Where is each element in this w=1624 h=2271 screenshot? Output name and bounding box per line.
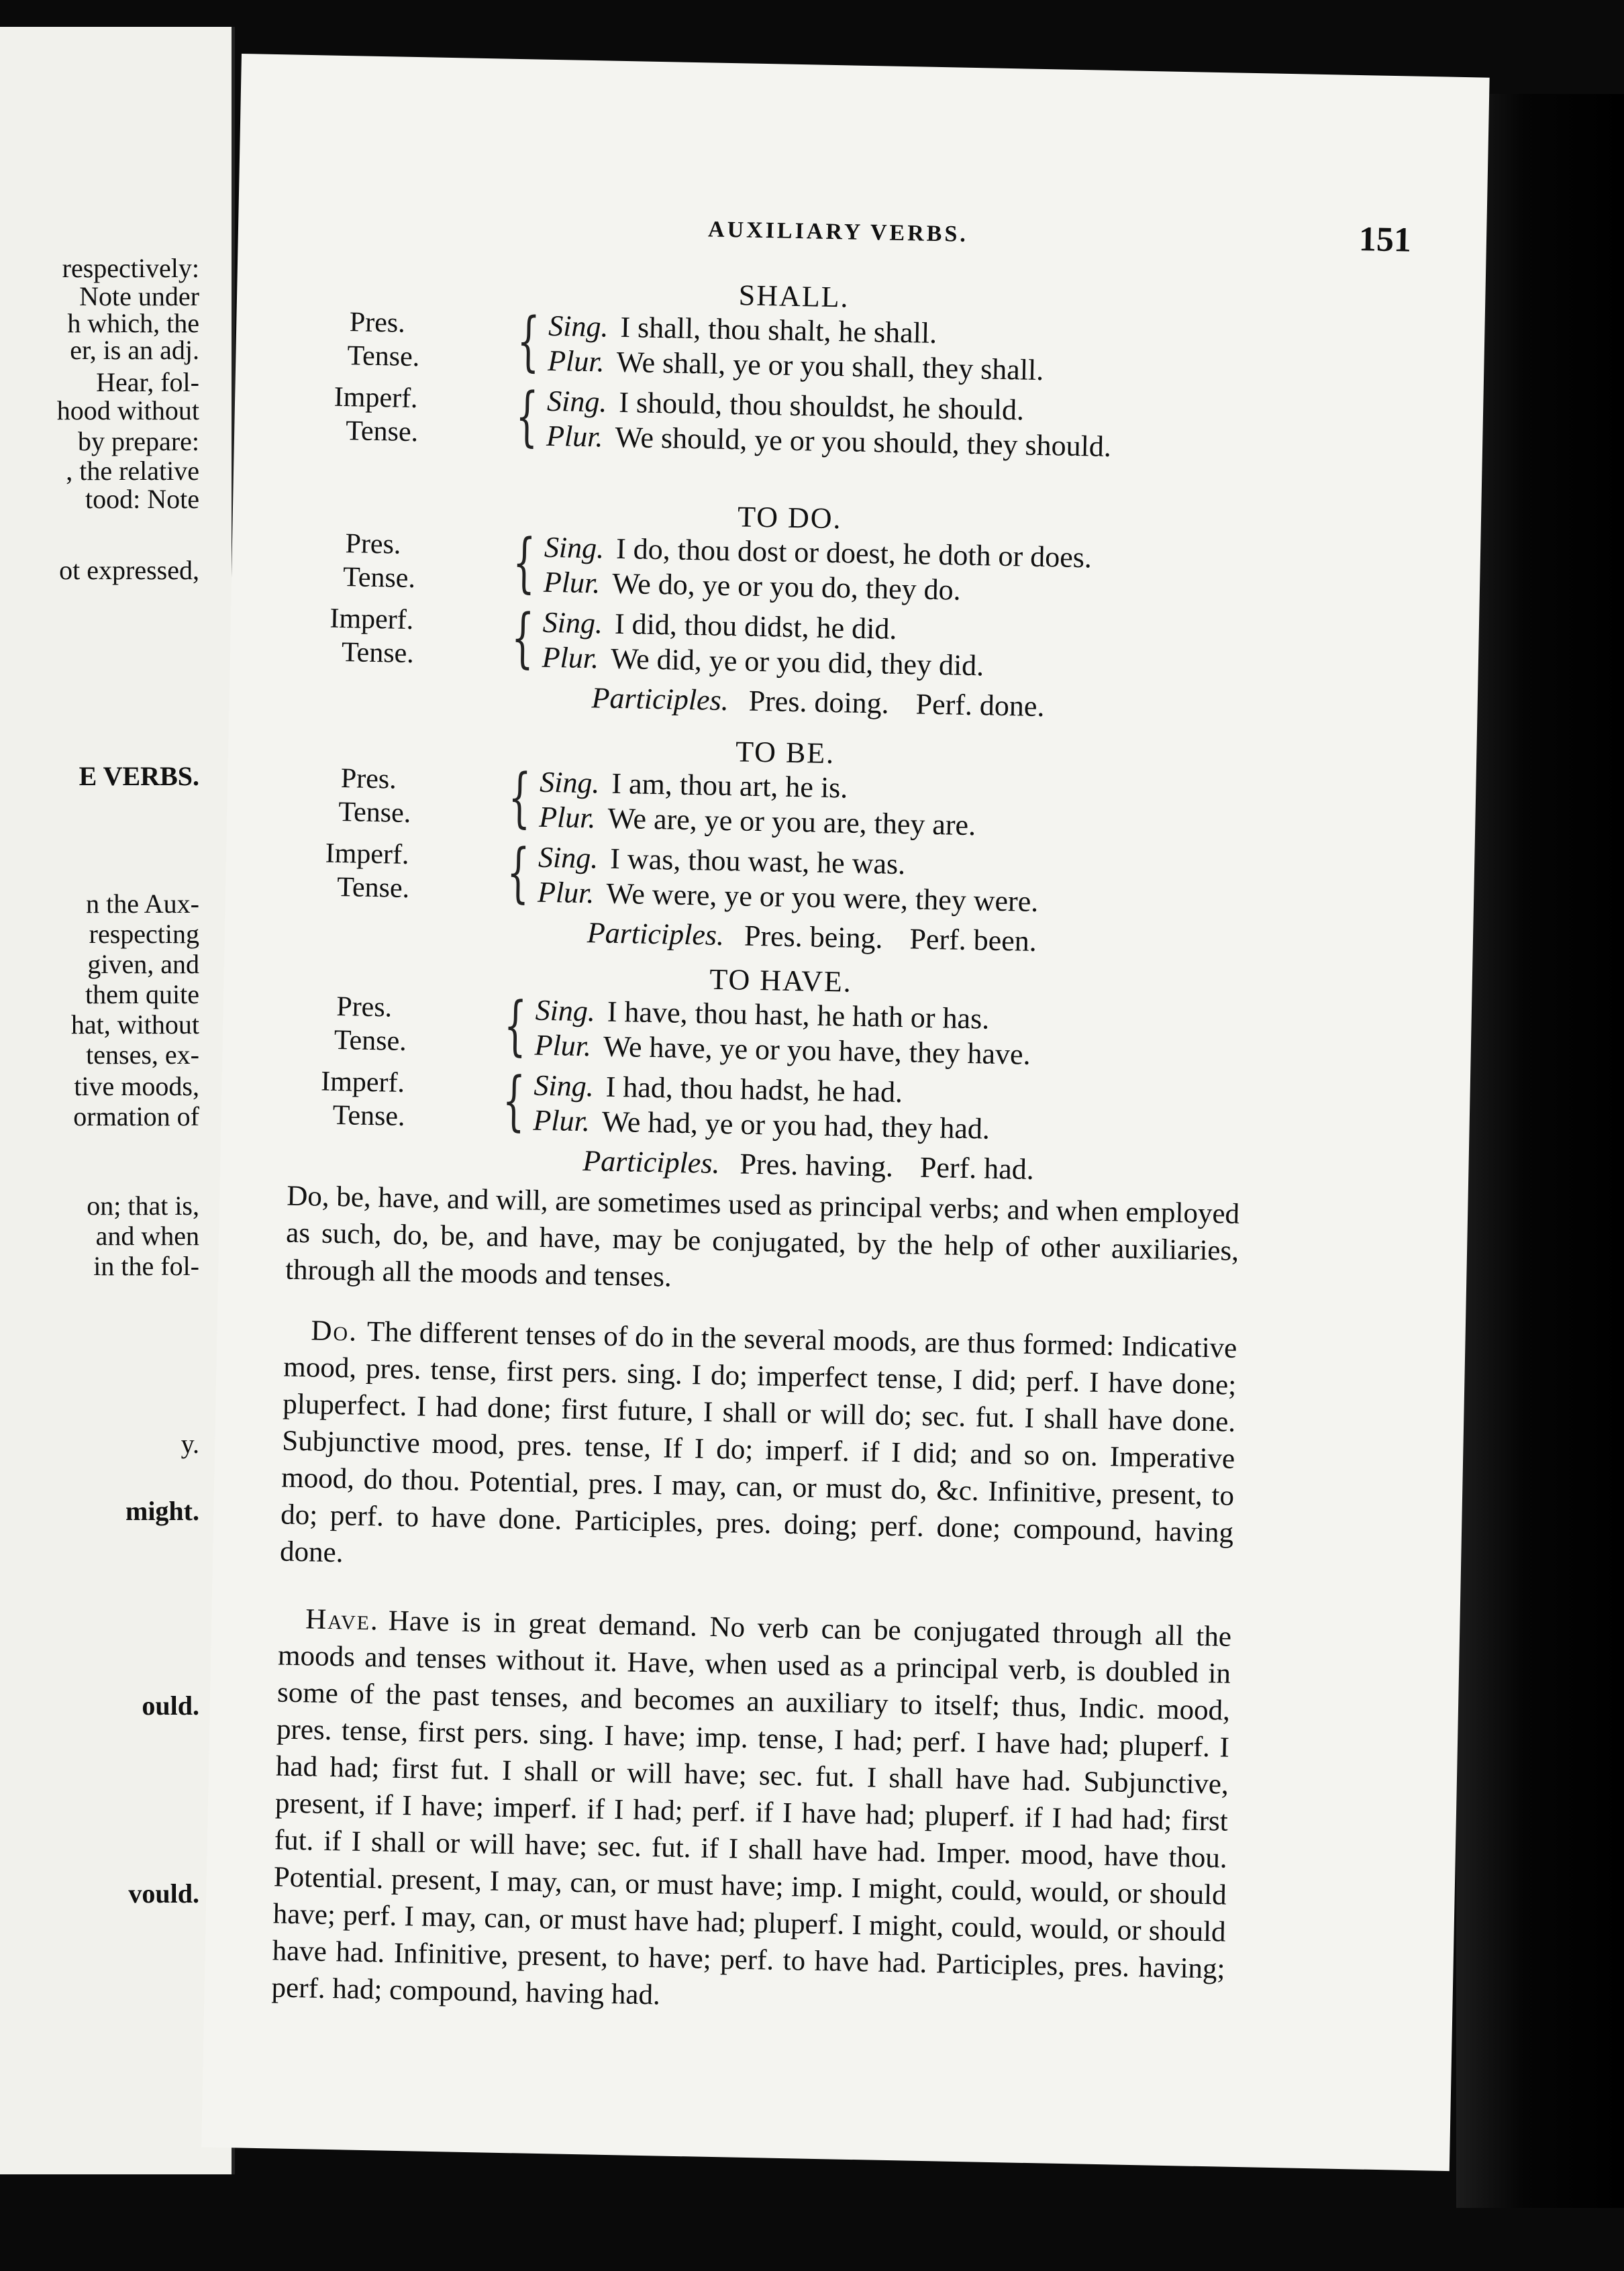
tense-label: Tense. [334, 1024, 407, 1057]
left-page-line: on; that is, [87, 1191, 199, 1221]
main-page [201, 54, 1490, 2171]
page-number: 151 [1358, 220, 1412, 260]
section-title: TO BE. [735, 735, 835, 770]
left-page-line: Hear, fol- [96, 367, 199, 397]
section-title: TO DO. [737, 500, 843, 536]
number-label: Plur. [533, 1103, 591, 1138]
left-page-line: respectively: [62, 253, 199, 283]
participle-label: Participles. [587, 916, 725, 952]
tense-label: Tense. [338, 796, 411, 829]
left-page-line: respecting [89, 919, 199, 949]
paragraph-text: Do, be, have, and will, are sometimes used as principal verbs; and when employed as such, do, be, and have, may be conjugated, by the help of other auxiliaries, through all the moods and tenses. [285, 1180, 1240, 1293]
conjugation-text: I shall, thou shalt, he shall. [620, 310, 937, 350]
left-page-line: vould. [128, 1878, 199, 1909]
number-label: Plur. [547, 344, 605, 378]
conjugation-text: We are, ye or you are, they are. [607, 801, 976, 842]
conjugation-text: I am, thou art, he is. [611, 766, 848, 805]
participle-label: Participles. [591, 681, 729, 717]
tense-label: Pres. [349, 307, 406, 339]
conjugation-text: We shall, ye or you shall, they shall. [616, 345, 1044, 387]
number-label: Plur. [542, 640, 599, 675]
participle-label: Participles. [582, 1144, 720, 1180]
conjugation-text: We had, ye or you had, they had. [601, 1105, 991, 1146]
number-label: Sing. [539, 765, 600, 800]
paragraph-do [280, 1312, 1237, 1588]
number-label: Sing. [544, 530, 605, 565]
conjugation-line-plur [539, 799, 976, 844]
paragraph-lead: Have. [305, 1603, 380, 1637]
running-head: AUXILIARY VERBS. [707, 217, 969, 247]
participle-perf: Perf. been. [909, 922, 1037, 958]
brace-glyph: { [501, 1062, 526, 1139]
left-page-line: and when [95, 1221, 199, 1251]
tense-label: Imperf. [320, 1066, 405, 1099]
left-page-line: by prepare: [77, 426, 199, 456]
number-label: Plur. [543, 565, 601, 600]
paragraph-lead: Do. [311, 1315, 358, 1348]
tense-label: Imperf. [334, 381, 419, 415]
number-label: Sing. [548, 309, 609, 344]
tense-label: Pres. [336, 991, 393, 1023]
tense-label: Tense. [345, 415, 419, 448]
tense-label: Tense. [347, 340, 420, 373]
tense-label: Tense. [342, 562, 416, 595]
participles-line [582, 1144, 1061, 1187]
brace-glyph: { [512, 524, 536, 601]
number-label: Plur. [538, 800, 597, 835]
number-label: Sing. [538, 840, 599, 875]
left-page-line: , the relative [66, 456, 199, 486]
conjugation-line-plur [548, 343, 1044, 389]
left-page-line: hood without [56, 395, 199, 425]
brace-glyph: { [511, 599, 535, 676]
left-page-line: tood: Note [85, 484, 199, 514]
left-page-line: hat, without [70, 1009, 199, 1040]
conjugation-line-plur [538, 874, 1039, 920]
conjugation-text: I have, thou hast, he hath or has. [607, 995, 990, 1036]
left-page-line: Note under [79, 281, 199, 311]
tense-label: Pres. [340, 763, 397, 795]
participle-perf: Perf. had. [919, 1150, 1035, 1186]
conjugation-text: I did, thou didst, he did. [614, 607, 897, 646]
paragraph-text: Have is in great demand. No verb can be conjugated through all the moods and tenses without it. Have, when used as a principal verb, is doubled in some of the past tenses, and becomes an auxiliary to itself; thus, Indic. mood, pres. tense, first pers. sing. I have; imp. tense, I had; perf. I have had; pluperf. I had had; first fut. I shall or will have; sec. fut. I shall have had. Subjunctive, present, if I have; imperf. if I had; perf. if I have had; pluperf. if I had had; first fut. if I shall or will have; sec. fut. if I shall have had. Imper. mood, have thou. Potential. present, I may, can, or must have; imp. I might, could, would, or should have; perf. I may, can, or must have had; pluperf. I might, could, would, or should have had. Infinitive, present, to have; perf. to have had. Participles, pres. having; perf. had; compound, having had. [271, 1605, 1232, 2011]
brace-glyph: { [507, 759, 532, 836]
number-label: Plur. [537, 875, 595, 910]
left-page-line: tenses, ex- [86, 1040, 199, 1070]
number-label: Sing. [546, 384, 607, 419]
participle-pres: Pres. being. [744, 919, 883, 955]
paragraph-text: The different tenses of do in the several moods, are thus formed: Indicative mood, pres. tense, first pers. sing. I do; imperfect tense, I did; perf. I have done; pluperfect. I had done; first future, I shall or will do; sec. fut. I shall have done. Subjunctive mood, pres. tense, If I do; imperf. if I did; and so on. Imperative mood, do thou. Potential, pres. I may, can, or must do, &c. Infinitive, present, to do; perf. to have done. Participles, pres. doing; perf. done; compound, having done. [279, 1315, 1237, 1569]
left-page-line: in the fol- [93, 1251, 199, 1281]
conjugation-text: We do, ye or you do, they do. [611, 566, 962, 607]
number-label: Sing. [534, 1068, 595, 1103]
conjugation-line-plur [543, 564, 961, 609]
tense-label: Imperf. [325, 838, 409, 871]
left-page-line: given, and [87, 949, 199, 979]
tense-label: Imperf. [329, 603, 414, 636]
conjugation-text: We have, ye or you have, they have. [603, 1029, 1031, 1071]
paragraph-principal-verbs [285, 1178, 1240, 1307]
participles-line [591, 680, 1072, 724]
left-page-line: ot expressed, [59, 555, 199, 585]
left-page-line: y. [181, 1429, 199, 1459]
conjugation-line-plur [533, 1103, 990, 1148]
left-page-line: tive moods, [74, 1071, 199, 1101]
section-title: TO HAVE. [709, 962, 853, 999]
conjugation-text: I was, thou wast, he was. [609, 842, 906, 881]
tense-label: Tense. [336, 871, 410, 905]
number-label: Plur. [534, 1028, 592, 1063]
participle-pres: Pres. doing. [748, 684, 890, 720]
tense-label: Tense. [341, 637, 415, 670]
left-page-line: ormation of [73, 1101, 199, 1131]
left-page-line: h which, the [67, 308, 199, 338]
brace-glyph: { [506, 834, 531, 911]
conjugation-text: I had, thou hadst, he had. [605, 1070, 903, 1109]
participle-perf: Perf. done. [915, 687, 1045, 723]
conjugation-text: I do, thou dost or doest, he doth or does. [615, 532, 1093, 574]
number-label: Sing. [542, 605, 603, 640]
left-page-line: n the Aux- [86, 889, 199, 919]
left-page-line: ould. [142, 1690, 199, 1721]
conjugation-text: We were, ye or you were, they were. [605, 876, 1039, 919]
conjugation-text: We should, ye or you should, they should. [615, 420, 1112, 463]
left-page-fragment [0, 27, 235, 2174]
left-page-line: E VERBS. [79, 761, 199, 791]
conjugation-line-plur [542, 640, 984, 685]
conjugation-text: We did, ye or you did, they did. [610, 642, 984, 683]
left-page-line: might. [125, 1496, 199, 1526]
brace-glyph: { [515, 378, 540, 454]
section-title: SHALL. [738, 279, 850, 314]
tense-label: Pres. [345, 528, 401, 560]
tense-label: Tense. [332, 1099, 406, 1132]
left-page-line: them quite [85, 979, 199, 1009]
conjugation-text: I should, thou shouldst, he should. [618, 385, 1025, 427]
participles-line [587, 915, 1064, 959]
brace-glyph: { [516, 303, 541, 379]
number-label: Sing. [535, 993, 596, 1028]
brace-glyph: { [503, 987, 527, 1064]
participle-pres: Pres. having. [740, 1147, 894, 1183]
conjugation-line-plur [546, 418, 1112, 465]
number-label: Plur. [546, 419, 603, 454]
left-page-line: er, is an adj. [70, 335, 199, 365]
paragraph-have [271, 1600, 1231, 2024]
